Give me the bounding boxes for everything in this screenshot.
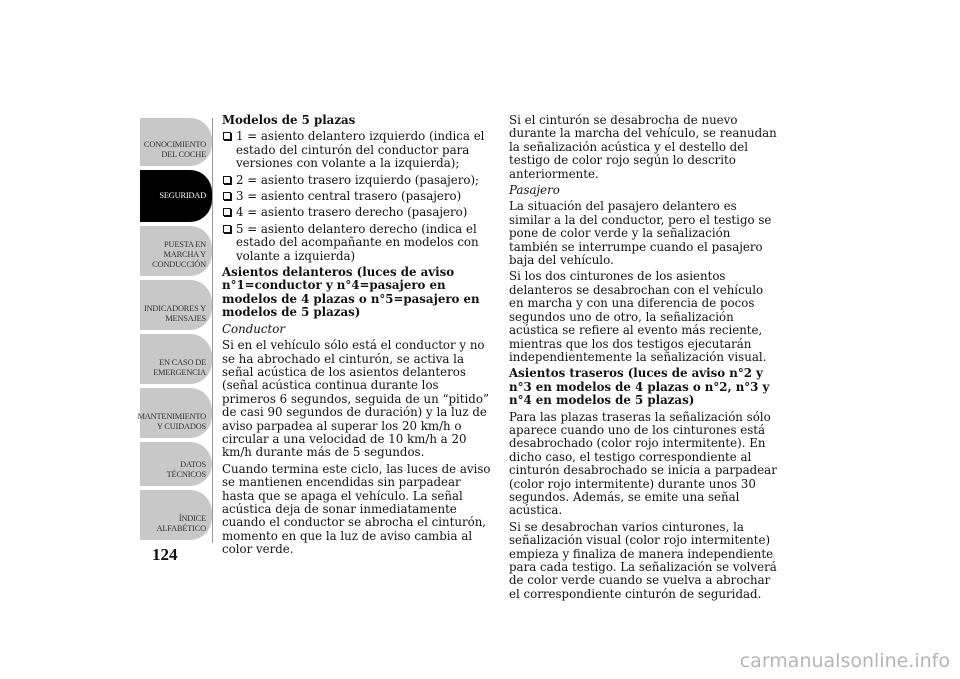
sidebar-tab-indicadores[interactable]	[140, 280, 212, 330]
sidebar-tab-label: ÍNDICE ALFABÉTICO	[156, 514, 206, 533]
right-column	[509, 114, 777, 604]
section-heading-5-plazas: Modelos de 5 plazas	[222, 113, 356, 127]
subheading-pasajero: Pasajero	[509, 183, 560, 198]
paragraph: Si en el vehículo sólo está el conductor y no se ha abrochado el cinturón, se activa la señal acústica de los asientos delanteros (señal acústica continua durante los primeros 6 segundos, seguida de un “pitido” de casi 90 segundos de duración) y la luz de aviso parpadea al superar los 20 km/h o circular a una velocidad de 10 km/h a 20 km/h durante más de 5 segundos.	[222, 338, 489, 460]
paragraph: La situación del pasajero delantero es similar a la del conductor, pero el testigo se pone de color verde y la señalización también se interrumpe cuando el pasajero baja del vehículo.	[509, 199, 772, 268]
sidebar-tab-conocimiento[interactable]	[140, 118, 212, 166]
paragraph: Si se desabrochan varios cinturones, la señalización visual (color rojo intermitente) empieza y finaliza de manera independiente para cada testigo. La señalización se volverá de color verde cuando se vuelva a abrochar el correspondiente cinturón de seguridad.	[509, 519, 777, 601]
sidebar-tab-label: PUESTA EN MARCHA Y CONDUCCIÓN	[152, 240, 206, 269]
list-item: 5 = asiento delantero derecho (indica el estado del acompañante en modelos con volante a izquierda)	[222, 223, 494, 263]
sidebar-tab-seguridad[interactable]	[140, 170, 212, 222]
page-number: 124	[152, 545, 178, 564]
sidebar-tab-label: INDICADORES Y MENSAJES	[144, 304, 206, 323]
paragraph: Si el cinturón se desabrocha de nuevo durante la marcha del vehículo, se reanudan la señalización acústica y el destello del testigo de color rojo según lo descrito anteriormente.	[509, 113, 777, 181]
list-item: 4 = asiento trasero derecho (pasajero)	[222, 206, 494, 219]
sidebar-tab-label: SEGURIDAD	[159, 191, 206, 200]
sidebar-tab-puesta-en-marcha[interactable]	[140, 226, 212, 276]
section-heading-asientos-delanteros: Asientos delanteros (luces de aviso n°1=conductor y n°4=pasajero en modelos de 4 plazas o n°5=pasajero en modelos de 5 plazas)	[222, 265, 480, 320]
paragraph: Para las plazas traseras la señalización sólo aparece cuando uno de los cinturones está desabrochado (color rojo intermitente). En dicho caso, el testigo correspondiente al cinturón desabrochado se inicia a parpadear (color rojo intermitente) durante unos 30 segundos. Además, se emite una señal acústica.	[509, 409, 777, 518]
sidebar-tab-label: EN CASO DE EMERGENCIA	[153, 358, 206, 377]
sidebar-tab-indice[interactable]	[140, 490, 212, 540]
sidebar-tab-emergencia[interactable]	[140, 334, 212, 384]
paragraph: Si los dos cinturones de los asientos delanteros se desabrochan con el vehículo en marcha y con una diferencia de pocos segundos uno de otro, la señalización acústica se refiere al evento más reciente, mientras que los dos testigos ejecutarán independientemente la señalización visual.	[509, 269, 767, 364]
left-column	[222, 114, 494, 560]
sidebar-tab-label: DATOS TÉCNICOS	[166, 460, 206, 479]
section-heading-asientos-traseros: Asientos traseros (luces de aviso n°2 y n°3 en modelos de 4 plazas o n°2, n°3 y n°4 en modelos de 5 plazas)	[509, 366, 770, 408]
sidebar-tab-mantenimiento[interactable]	[137, 388, 212, 438]
subheading-conductor: Conductor	[222, 321, 285, 336]
sidebar-tab-label: MANTENIMIENTO Y CUIDADOS	[137, 412, 206, 431]
sidebar-divider	[212, 118, 213, 543]
sidebar-tab-datos-tecnicos[interactable]	[140, 442, 212, 486]
sidebar-tab-label: CONOCIMIENTO DEL COCHE	[143, 140, 206, 159]
watermark: carmanualsonline.info	[739, 650, 950, 672]
list-item: 3 = asiento central trasero (pasajero)	[222, 190, 494, 203]
list-item: 1 = asiento delantero izquierdo (indica el estado del cinturón del conductor para versiones con volante a la izquierda);	[222, 130, 494, 170]
paragraph: Cuando termina este ciclo, las luces de aviso se mantienen encendidas sin parpadear hasta que se apaga el vehículo. La señal acústica deja de sonar inmediatamente cuando el conductor se abrocha el cinturón, momento en que la luz de aviso cambia al color verde.	[222, 461, 491, 557]
list-item: 2 = asiento trasero izquierdo (pasajero);	[222, 174, 494, 187]
